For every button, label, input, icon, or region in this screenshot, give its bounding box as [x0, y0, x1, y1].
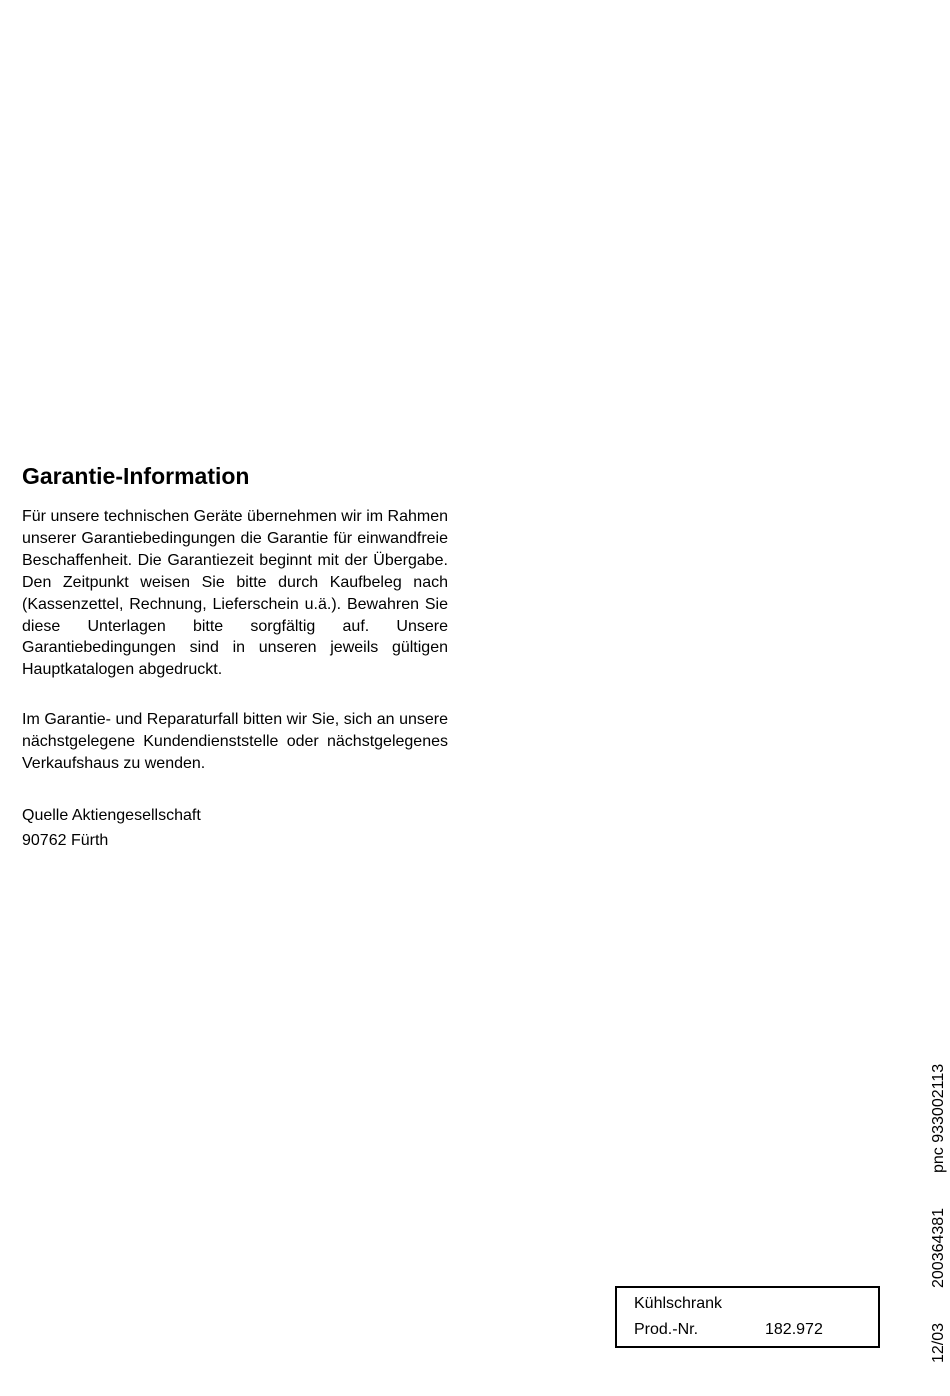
company-city: 90762 Fürth — [22, 831, 109, 849]
product-name: Kühlschrank — [634, 1295, 723, 1312]
warranty-paragraph-1: Für unsere technischen Geräte übernehmen wir im Rahmen unserer Garantiebedingungen die Garantie für einwandfreie Beschaffenheit. Die Garantiezeit beginnt mit der Übergabe. Den Zeitpunkt weisen Sie bitte durch Kaufbeleg nach (Kassenzettel, Rechnung, Lieferschein u.ä.). Bewahren Sie diese Unterlagen bitte sorgfältig auf. Unsere Garantiebedingungen sind in unseren jeweils gültigen Hauptkatalogen abgedruckt. — [22, 508, 448, 679]
warranty-section — [22, 460, 448, 853]
side-date-code: 12/03 — [930, 1322, 947, 1363]
company-address — [22, 803, 448, 853]
side-pnc-code: pnc 933002113 — [930, 1063, 947, 1173]
company-name: Quelle Aktiengesellschaft — [22, 806, 201, 824]
product-number-value: 182.972 — [765, 1321, 823, 1338]
product-box — [615, 1286, 880, 1348]
product-number-label: Prod.-Nr. — [634, 1321, 699, 1338]
warranty-title: Garantie-Information — [22, 463, 250, 489]
side-document-id: 200364381 — [930, 1207, 947, 1288]
warranty-paragraph-2: Im Garantie- und Reparaturfall bitten wir Sie, sich an unsere nächstgelegene Kundendienststelle oder nächstgelegenes Verkaufshaus zu wenden. — [22, 711, 448, 773]
